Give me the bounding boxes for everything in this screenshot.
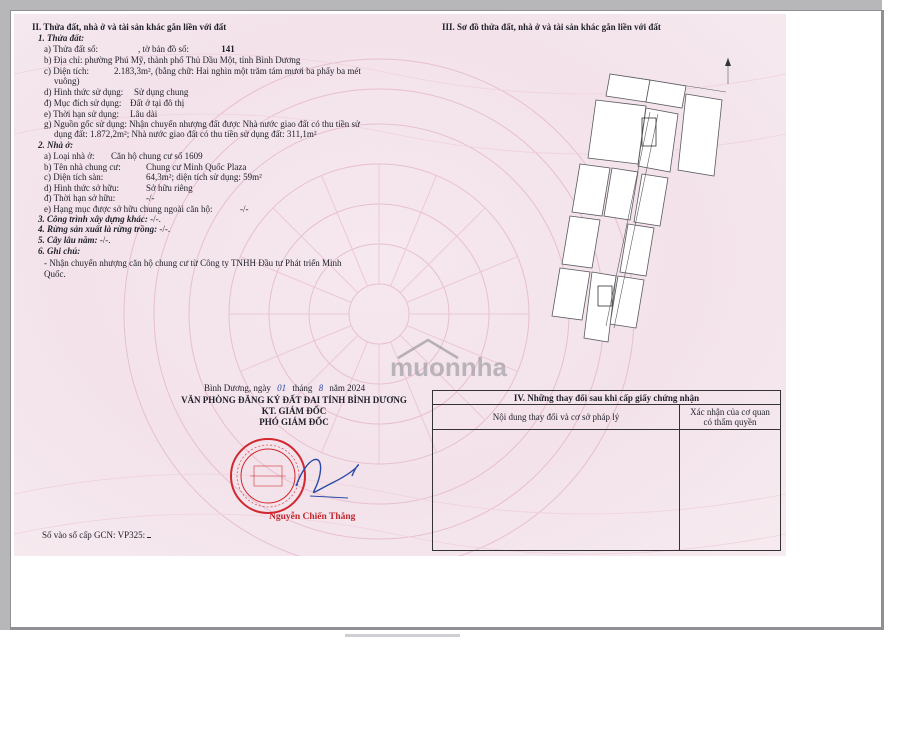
changes-table-title-row: [433, 391, 780, 405]
floor-area-value: 64,3m²; diện tích sử dụng: 59m²: [146, 172, 262, 182]
land-use-form-value: Sử dụng chung: [134, 87, 189, 97]
drum-ray: [400, 208, 485, 293]
deputy-director: PHÓ GIÁM ĐỐC: [259, 417, 329, 427]
drum-ray: [322, 175, 368, 286]
ownership-term-label: đ) Thời hạn sở hữu:: [44, 193, 116, 203]
land-parcel-line: a) Thửa đất số: , tờ bản đồ số: 141: [44, 44, 235, 54]
horizontal-scrollbar-thumb[interactable]: [345, 634, 460, 637]
drum-ray: [240, 325, 351, 371]
perennial-trees-line: 5. Cây lâu năm: -/-.: [38, 235, 111, 245]
house-heading: 2. Nhà ở:: [38, 140, 74, 150]
floor-area-label: c) Diện tích sàn:: [44, 172, 104, 182]
issuing-office: VĂN PHÒNG ĐĂNG KÝ ĐẤT ĐAI TỈNH BÌNH DƯƠNG: [181, 395, 407, 405]
notes-heading: 6. Ghi chú:: [38, 246, 81, 256]
drum-ray: [407, 257, 518, 303]
land-purpose-value: Đất ở tại đô thị: [130, 98, 185, 108]
house-type-label: a) Loại nhà ở:: [44, 151, 95, 161]
ownership-form-value: Sở hữu riêng: [146, 183, 193, 193]
land-area-label: c) Diện tích:: [44, 66, 89, 76]
drum-ray: [390, 175, 436, 286]
book-number: Số vào sổ cấp GCN: VP325:: [42, 530, 151, 540]
handwritten-signature: [290, 446, 370, 506]
land-origin-line2: dụng đất: 1.872,2m²; Nhà nước giao đất có thu tiền sử dụng đất: 311,1m²: [54, 129, 317, 139]
common-items-label: e) Hạng mục được sở hữu chung ngoài căn hộ:: [44, 204, 213, 214]
drum-ray: [273, 208, 358, 293]
col-change-content: Nội dung thay đổi và cơ sở pháp lý: [492, 412, 620, 422]
ownership-form-label: d) Hình thức sở hữu:: [44, 183, 120, 193]
watermark-logo: [388, 336, 538, 380]
land-area-value: 2.183,3m², (bằng chữ: Hai nghìn một trăm tám mươi ba phẩy ba mét: [114, 66, 361, 76]
col-confirmation-2: có thẩm quyền: [703, 417, 757, 427]
land-area-value-cont: vuông): [54, 76, 80, 86]
signer-name: Nguyễn Chiến Thắng: [269, 512, 356, 522]
land-address: b) Địa chỉ: phường Phú Mỹ, thành phố Thủ Dầu Một, tỉnh Bình Dương: [44, 55, 301, 65]
note-line1: - Nhận chuyển nhượng căn hộ chung cư từ Công ty TNHH Đầu tư Phát triển Minh: [44, 258, 342, 268]
issue-date: Bình Dương, ngày 01 tháng 8 năm 2024: [204, 383, 366, 393]
land-purpose-label: đ) Mục đích sử dụng:: [44, 98, 122, 108]
section-2-title: II. Thửa đất, nhà ở và tài sản khác gắn liền với đất: [32, 22, 227, 32]
kt-director: KT. GIÁM ĐỐC: [261, 406, 327, 416]
note-line2: Quốc.: [44, 269, 66, 279]
land-term-value: Lâu dài: [130, 109, 158, 119]
changes-table-divider: [679, 405, 680, 550]
floor-plan-diagram: [550, 56, 740, 346]
ownership-term-value: -/-: [146, 193, 155, 203]
changes-table: [432, 390, 781, 551]
building-name-value: Chung cư Minh Quốc Plaza: [146, 162, 247, 172]
land-use-form-label: d) Hình thức sử dụng:: [44, 87, 124, 97]
section-3-title: III. Sơ đồ thửa đất, nhà ở và tài sản khác gắn liền với đất: [442, 22, 661, 32]
changes-table-header-row: [433, 405, 780, 430]
watermark-text: muonnha: [390, 352, 507, 380]
other-construction-line: 3. Công trình xây dựng khác: -/-.: [38, 214, 161, 224]
col-confirmation-1: Xác nhận của cơ quan: [690, 407, 770, 417]
planted-forest-line: 4. Rừng sản xuất là rừng trồng: -/-.: [38, 224, 171, 234]
land-term-label: e) Thời hạn sử dụng:: [44, 109, 119, 119]
land-heading: 1. Thửa đất:: [38, 33, 85, 43]
house-type-value: Căn hộ chung cư số 1609: [111, 151, 203, 161]
common-items-value: -/-: [240, 204, 249, 214]
section-4-title: IV. Những thay đổi sau khi cấp giấy chứng nhận: [513, 393, 700, 403]
building-name-label: b) Tên nhà chung cư:: [44, 162, 121, 172]
land-origin-line1: g) Nguồn gốc sử dụng: Nhận chuyển nhượng đất được Nhà nước giao đất có thu tiền sử: [44, 119, 360, 129]
